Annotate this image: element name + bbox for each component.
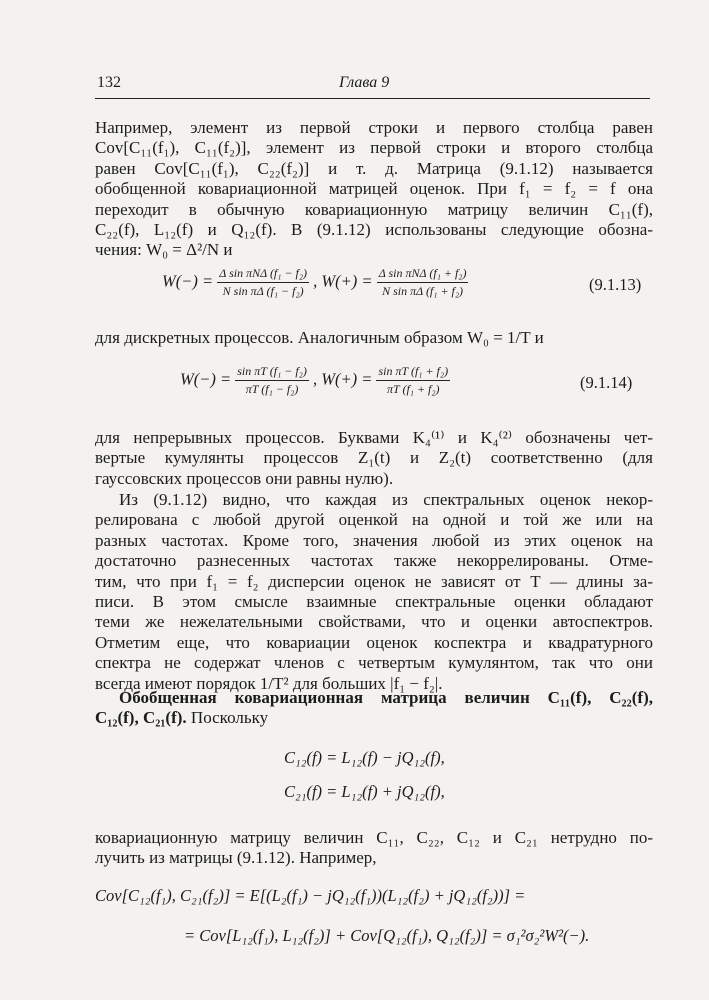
paragraph-5 <box>95 828 653 869</box>
text-line: писи. В этом смысле взаимные спектральные оценки обладают <box>95 592 653 612</box>
text-line: для дискретных процессов. Аналогичным образом W₀ = 1/T и <box>95 328 544 347</box>
section-heading <box>95 688 653 729</box>
fraction: $\frac{\text{sin πT (f₁ + f₂)}}{\text{πT (f₁ + f₂)}}$ <box>378 364 449 396</box>
equation-number: (9.1.13) <box>589 275 642 294</box>
heading-tail: Поскольку <box>190 708 269 728</box>
text-line: Из (9.1.12) видно, что каждая из спектральных оценок некор- <box>119 490 653 509</box>
text-line: переходит в обычную ковариационную матрицу величин C₁₁(f), <box>95 199 653 219</box>
text-line: всегда имеют порядок 1/T² для больших |f₁ − f₂|. <box>95 673 443 693</box>
text-line: Отметим еще, что ковариации оценок коспектра и квадратурного <box>95 632 653 652</box>
text-line: лучить из матрицы (9.1.12). Например, <box>95 848 377 868</box>
equation-9-1-13: W(−) = $\frac{\text{Δ sin πNΔ (f₁ − f₂)}}{\text{N sin πΔ (f₁ − f₂)}}$ , W(+) = $\frac{\text{Δ sin πNΔ (f₁ + f₂)}}{\text{N sin πΔ (f₁ + f₂)}}$ <box>162 266 467 298</box>
equation-cov-line-1: Cov[C₁₂(f₁), C₂₁(f₂)] = E[(L₂(f₁) − jQ₁₂(f₁))(L₁₂(f₂) + jQ₁₂(f₂))] = <box>95 886 526 905</box>
heading-line: Обобщенная ковариационная матрица величин C₁₁(f), C₂₂(f), <box>119 688 653 707</box>
heading-line: C₁₂(f), C₂₁(f). <box>95 708 187 728</box>
paragraph-2 <box>95 328 653 348</box>
page-number: 132 <box>97 74 121 91</box>
text-line: чения: W₀ = Δ²/N и <box>95 240 233 260</box>
text-line: ковариационную матрицу величин C₁₁, C₂₂, C₁₂ и C₂₁ нетрудно по- <box>95 828 653 847</box>
text-line: тим, что при f₁ = f₂ дисперсии оценок не зависят от T — длины за- <box>95 571 653 591</box>
text-line: гауссовских процессов они равны нулю). <box>95 468 394 488</box>
text-line: релирована с любой другой оценкой на одной и той же или на <box>95 510 653 530</box>
chapter-title: Глава 9 <box>339 74 390 91</box>
text-line: теми же нежелательными свойствами, что и оценки автоспектров. <box>95 612 653 632</box>
equation-number: (9.1.14) <box>580 373 633 392</box>
fraction: $\frac{\text{Δ sin πNΔ (f₁ − f₂)}}{\text{N sin πΔ (f₁ − f₂)}}$ <box>219 266 308 298</box>
fraction: $\frac{\text{Δ sin πNΔ (f₁ + f₂)}}{\text{N sin πΔ (f₁ + f₂)}}$ <box>378 266 467 298</box>
text-line: Cov[C₁₁(f₁), C₁₁(f₂)], элемент из первой строки и второго столбца <box>95 138 653 158</box>
text-line: Например, элемент из первой строки и первого столбца равен <box>95 118 653 137</box>
equation-9-1-14: W(−) = $\frac{\text{sin πT (f₁ − f₂)}}{\text{πT (f₁ − f₂)}}$ , W(+) = $\frac{\text{sin πT (f₁ + f₂)}}{\text{πT (f₁ + f₂)}}$ <box>180 364 449 396</box>
paragraph-4 <box>95 490 653 694</box>
equation-c21: C₂₁(f) = L₁₂(f) + jQ₁₂(f), <box>284 782 445 801</box>
paragraph-3 <box>95 428 653 489</box>
text-line: вертые кумулянты процессов Z₁(t) и Z₂(t) соответственно (для <box>95 448 653 468</box>
equation-cov-line-2: = Cov[L₁₂(f₁), L₁₂(f₂)] + Cov[Q₁₂(f₁), Q₁₂(f₂)] = σ₁²σ₂²W²(−). <box>184 926 590 945</box>
text-line: достаточно разнесенных частотах также некоррелированы. Отме- <box>95 551 653 571</box>
text-line: разных частотах. Кроме того, значения любой из этих оценок на <box>95 530 653 550</box>
text-line: спектра не содержат членов с четвертым кумулянтом, так что они <box>95 653 653 673</box>
text-line: обобщенной ковариационной матрицей оценок. При f₁ = f₂ = f она <box>95 179 653 199</box>
equation-c12: C₁₂(f) = L₁₂(f) − jQ₁₂(f), <box>284 748 445 767</box>
text-line: равен Cov[C₁₁(f₁), C₂₂(f₂)] и т. д. Матрица (9.1.12) называется <box>95 158 653 178</box>
paragraph-1 <box>95 118 653 261</box>
text-line: C₂₂(f), L₁₂(f) и Q₁₂(f). В (9.1.12) использованы следующие обозна- <box>95 220 653 240</box>
text-line: для непрерывных процессов. Буквами K₄⁽¹⁾ и K₄⁽²⁾ обозначены чет- <box>95 428 653 447</box>
page-header <box>95 72 650 99</box>
fraction: $\frac{\text{sin πT (f₁ − f₂)}}{\text{πT (f₁ − f₂)}}$ <box>237 364 307 396</box>
